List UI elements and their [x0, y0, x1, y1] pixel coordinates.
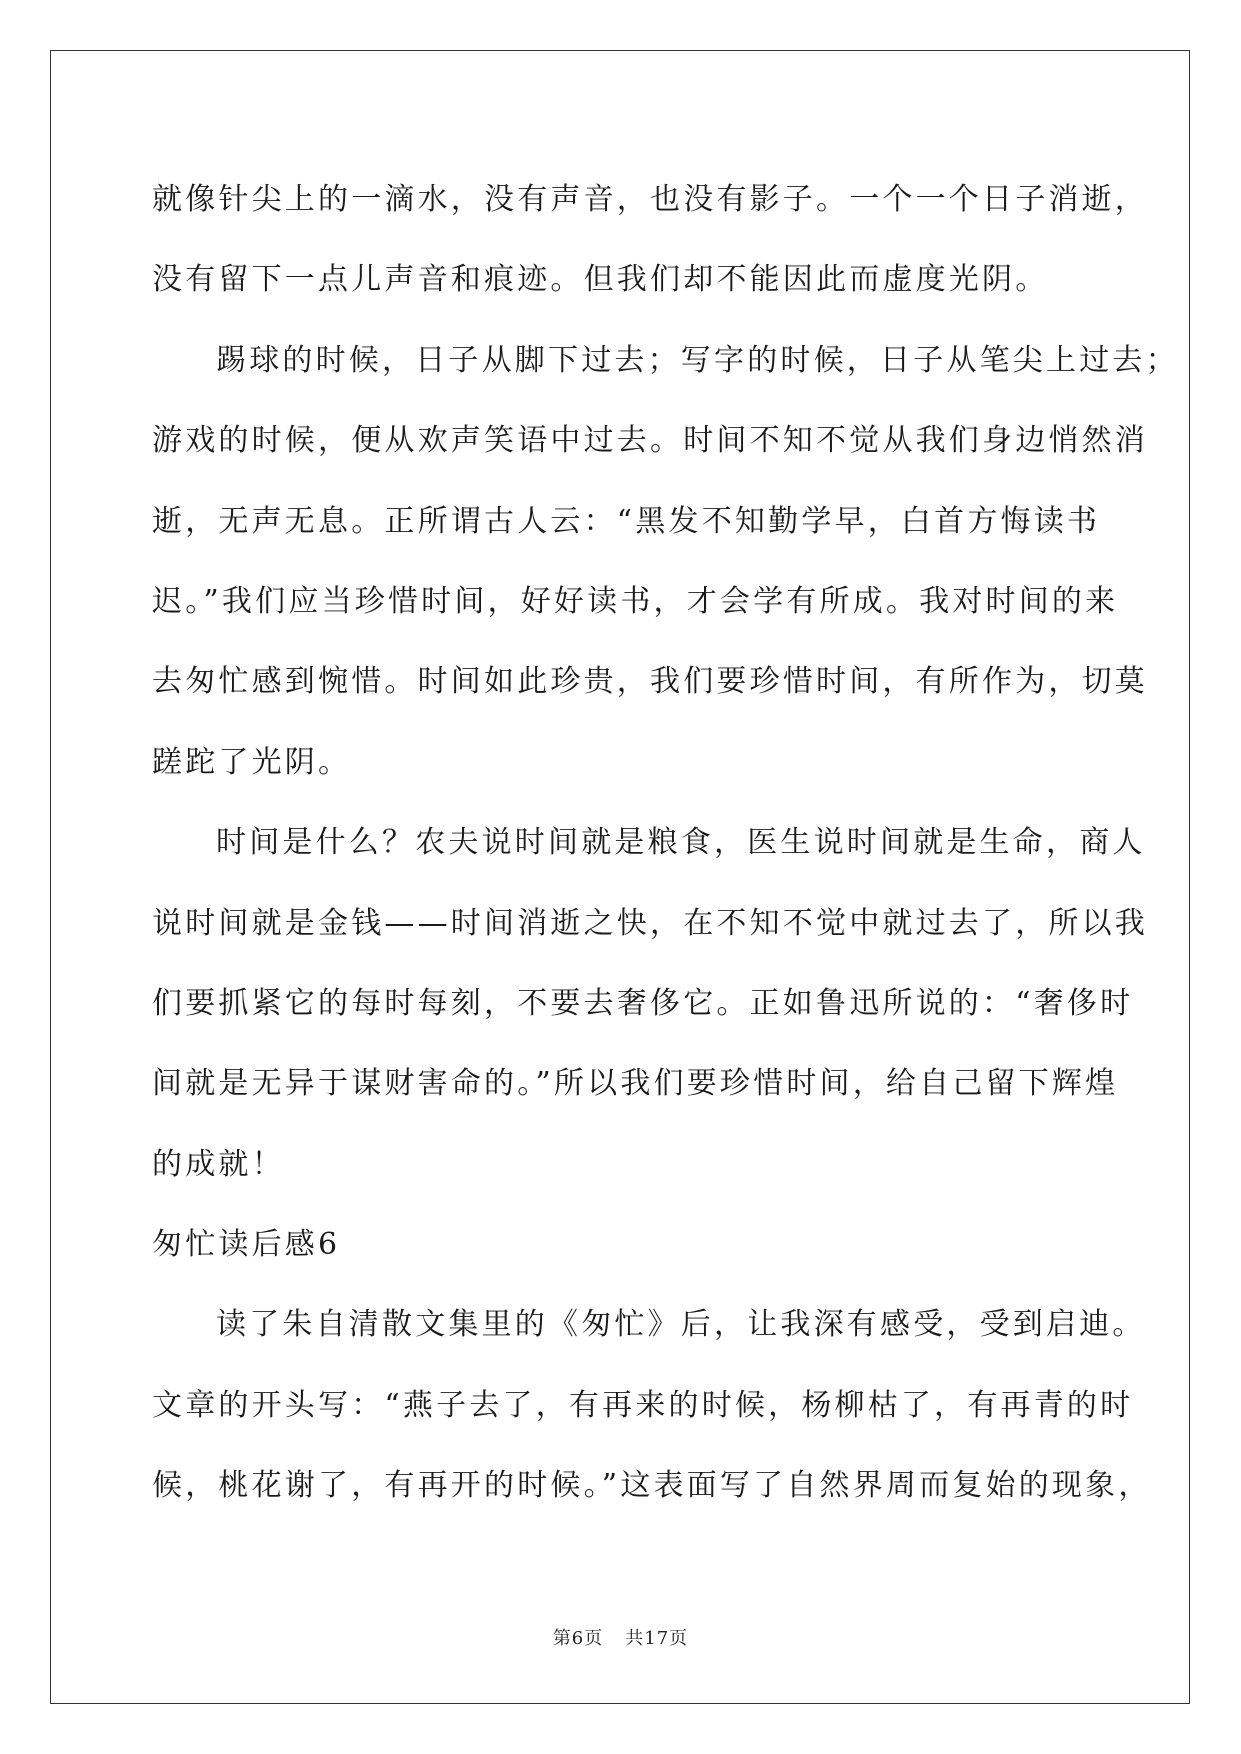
- text-line: 说时间就是金钱——时间消逝之快，在不知不觉中就过去了，所以我: [152, 905, 1148, 941]
- text-line: 就像针尖上的一滴水，没有声音，也没有影子。一个一个日子消逝，: [152, 182, 1148, 217]
- text-line: 的成就！: [152, 1146, 285, 1182]
- text-line: 没有留下一点儿声音和痕迹。但我们却不能因此而虚度光阴。: [152, 262, 1049, 298]
- text-line: 游戏的时候，便从欢声笑语中过去。时间不知不觉从我们身边悄然消: [152, 423, 1148, 459]
- text-line: 时间是什么？农夫说时间就是粮食，医生说时间就是生命，商人: [216, 825, 1146, 861]
- text-line: 迟。”我们应当珍惜时间，好好读书，才会学有所成。我对时间的来: [152, 583, 1119, 619]
- text-line: 们要抓紧它的每时每刻，不要去奢侈它。正如鲁迅所说的：“奢侈时: [152, 985, 1134, 1021]
- text-line: 踢球的时候，日子从脚下过去；写字的时候，日子从笔尖上过去；: [216, 342, 1179, 378]
- page-total: 共17页: [625, 1628, 689, 1649]
- text-line: 读了朱自清散文集里的《匆忙》后，让我深有感受，受到启迪。: [216, 1307, 1146, 1343]
- text-line: 蹉跎了光阴。: [152, 744, 352, 780]
- text-line: 间就是无异于谋财害命的。”所以我们要珍惜时间，给自己留下辉煌: [152, 1066, 1119, 1102]
- text-line: 去匆忙感到惋惜。时间如此珍贵，我们要珍惜时间，有所作为，切莫: [152, 664, 1148, 700]
- text-line: 文章的开头写：“燕子去了，有再来的时候，杨柳枯了，有再青的时: [152, 1387, 1134, 1423]
- page-footer: [0, 1624, 1241, 1650]
- text-line: 匆忙读后感6: [152, 1227, 341, 1263]
- text-line: 候，桃花谢了，有再开的时候。”这表面写了自然界周而复始的现象，: [152, 1468, 1152, 1504]
- document-body: [152, 160, 1179, 1527]
- page-number: 第6页: [552, 1628, 604, 1649]
- text-line: 逝，无声无息。正所谓古人云：“黑发不知勤学早，白首方悔读书: [152, 503, 1101, 539]
